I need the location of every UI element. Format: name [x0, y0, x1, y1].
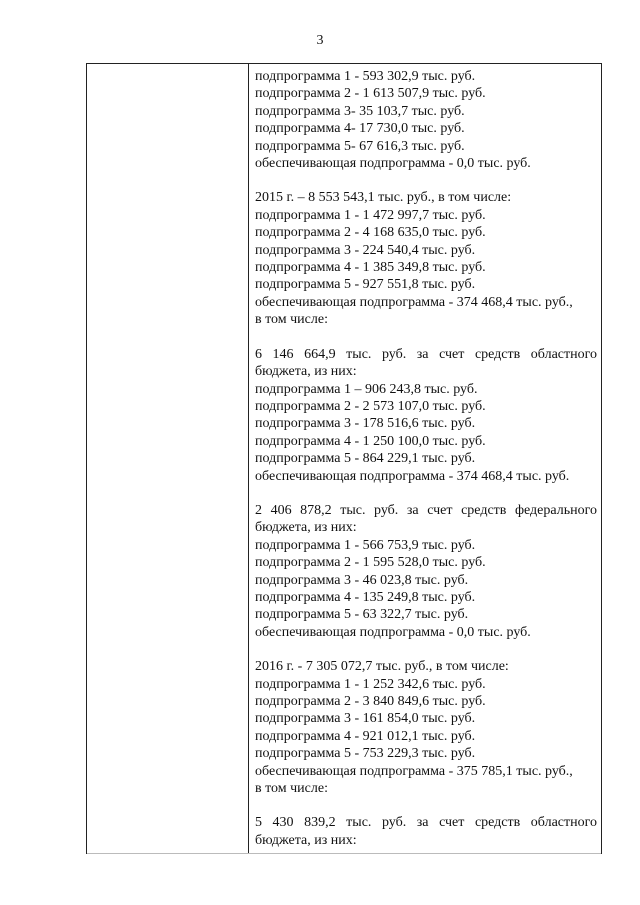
- text-line: подпрограмма 2 - 1 595 528,0 тыс. руб.: [255, 555, 486, 571]
- text-line: подпрограмма 1 – 906 243,8 тыс. руб.: [255, 381, 478, 397]
- paragraph-lead-line: 6 146 664,9 тыс. руб. за счет средств областного: [255, 346, 597, 362]
- paragraph-gap: [255, 485, 597, 502]
- text-line: подпрограмма 2 - 4 168 635,0 тыс. руб.: [255, 225, 486, 241]
- text-line: подпрограмма 5 - 753 229,3 тыс. руб.: [255, 746, 476, 762]
- funding-table: [86, 63, 602, 854]
- text-line: обеспечивающая подпрограмма - 374 468,4 тыс. руб.,: [255, 294, 573, 310]
- paragraph-gap: [255, 797, 597, 814]
- text-line: обеспечивающая подпрограмма - 0,0 тыс. руб.: [255, 156, 531, 172]
- text-line: 2016 г. - 7 305 072,7 тыс. руб., в том числе:: [255, 659, 509, 675]
- text-line: в том числе:: [255, 312, 328, 328]
- text-line: бюджета, из них:: [255, 520, 357, 536]
- text-line: подпрограмма 4 - 135 249,8 тыс. руб.: [255, 589, 476, 605]
- text-line: подпрограмма 2 - 1 613 507,9 тыс. руб.: [255, 86, 486, 102]
- text-line: подпрограмма 1 - 1 252 342,6 тыс. руб.: [255, 676, 486, 692]
- text-line: подпрограмма 4- 17 730,0 тыс. руб.: [255, 121, 465, 137]
- text-line: подпрограмма 5 - 63 322,7 тыс. руб.: [255, 607, 469, 623]
- text-line: обеспечивающая подпрограмма - 375 785,1 тыс. руб.,: [255, 763, 573, 779]
- text-line: обеспечивающая подпрограмма - 374 468,4 тыс. руб.: [255, 468, 570, 484]
- text-line: подпрограмма 2 - 2 573 107,0 тыс. руб.: [255, 398, 486, 414]
- text-line: подпрограмма 4 - 921 012,1 тыс. руб.: [255, 728, 476, 744]
- text-line: подпрограмма 4 - 1 250 100,0 тыс. руб.: [255, 433, 486, 449]
- page-bottom-edge: [87, 853, 601, 854]
- funding-paragraph: [255, 346, 597, 485]
- paragraph-gap: [255, 329, 597, 346]
- paragraph-lead-line: 5 430 839,2 тыс. руб. за счет средств областного: [255, 815, 597, 831]
- text-line: подпрограмма 1 - 593 302,9 тыс. руб.: [255, 69, 476, 84]
- text-line: бюджета, из них:: [255, 364, 357, 380]
- paragraph-gap: [255, 641, 597, 658]
- funding-paragraph: [255, 68, 597, 172]
- text-line: подпрограмма 3- 35 103,7 тыс. руб.: [255, 103, 465, 119]
- paragraph-gap: [255, 172, 597, 189]
- text-line: подпрограмма 3 - 46 023,8 тыс. руб.: [255, 572, 469, 588]
- page-number: 3: [316, 33, 324, 48]
- funding-paragraph: [255, 658, 597, 797]
- text-line: подпрограмма 1 - 1 472 997,7 тыс. руб.: [255, 207, 486, 223]
- text-line: подпрограмма 3 - 178 516,6 тыс. руб.: [255, 416, 476, 432]
- text-line: подпрограмма 1 - 566 753,9 тыс. руб.: [255, 537, 476, 553]
- text-line: 2015 г. – 8 553 543,1 тыс. руб., в том числе:: [255, 190, 512, 206]
- text-line: подпрограмма 5 - 864 229,1 тыс. руб.: [255, 451, 476, 467]
- text-line: подпрограмма 5 - 927 551,8 тыс. руб.: [255, 277, 476, 293]
- funding-paragraph: [255, 502, 597, 641]
- text-line: в том числе:: [255, 781, 328, 797]
- funding-paragraph: [255, 814, 597, 849]
- text-line: бюджета, из них:: [255, 832, 357, 848]
- text-line: обеспечивающая подпрограмма - 0,0 тыс. руб.: [255, 624, 531, 640]
- text-line: подпрограмма 3 - 224 540,4 тыс. руб.: [255, 242, 476, 258]
- column-divider: [248, 64, 249, 854]
- text-line: подпрограмма 3 - 161 854,0 тыс. руб.: [255, 711, 476, 727]
- paragraph-lead-line: 2 406 878,2 тыс. руб. за счет средств федерального: [255, 502, 597, 518]
- text-line: подпрограмма 2 - 3 840 849,6 тыс. руб.: [255, 694, 486, 709]
- funding-cell-text: [255, 68, 597, 849]
- funding-paragraph: [255, 189, 597, 328]
- text-line: подпрограмма 4 - 1 385 349,8 тыс. руб.: [255, 260, 486, 276]
- text-line: подпрограмма 5- 67 616,3 тыс. руб.: [255, 138, 465, 154]
